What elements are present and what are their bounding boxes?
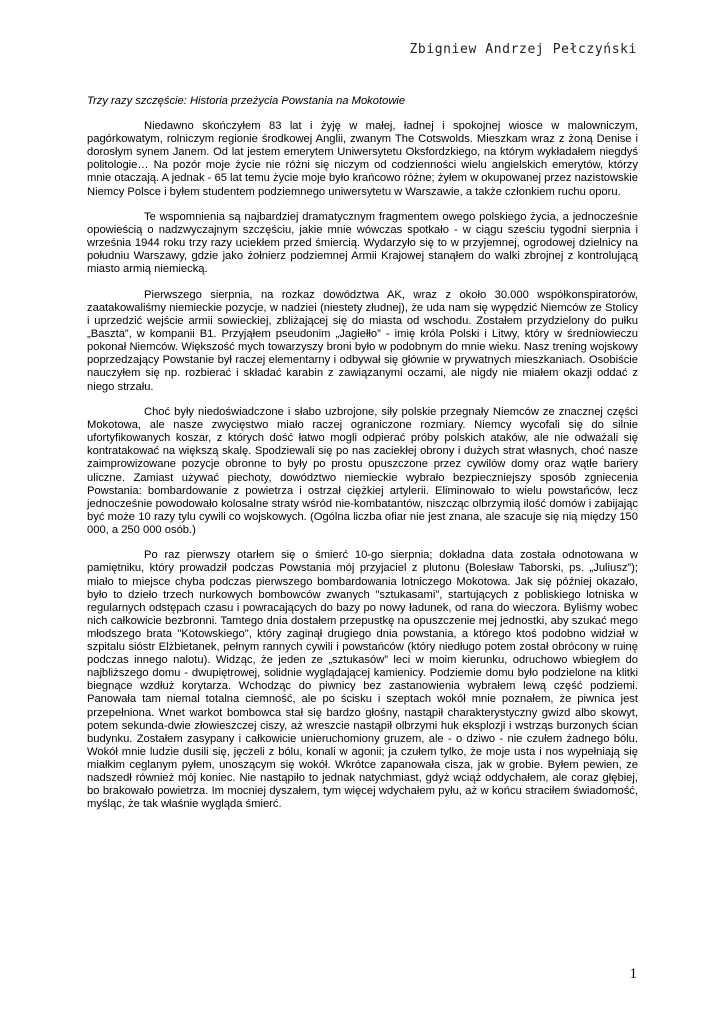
document-body	[87, 95, 638, 824]
paragraph-4: Choć były niedoświadczone i słabo uzbrojone, siły polskie przegnały Niemców ze znacznej części Mokotowa, ale nasze zwycięstwo miało raczej ograniczone rozmiary. Niemcy wycofali się do silnie ufortyfikowanych koszar, z których dość łatwo mogli odpierać próby polskich ataków, ale nie odważali się kontratakować na większą skalę. Spodziewali się po nas zaciekłej obrony i dużych strat własnych, choć nasze zaimprowizowane pozycje obronne to były po prostu opuszczone przez cywilów domy oraz wątłe bariery uliczne. Zamiast używać piechoty, dowództwo niemieckie wybrało bezpieczniejszy sposób zgniecenia Powstania: bombardowanie z powietrza i ostrzał ciężkiej artylerii. Eliminowało to wielu powstańców, lecz jednocześnie powodowało kolosalne straty wśród nie-kombatantów, niszcząc olbrzymią ilość domów i zabijając być może 10 razy tylu cywili co wojskowych. (Ogólna liczba ofiar nie jest znana, ale szacuje się nią między 150 000, a 250 000 osób.)	[87, 406, 638, 536]
paragraph-3: Pierwszego sierpnia, na rozkaz dowództwa AK, wraz z około 30.000 współkonspiratorów, zaatakowaliśmy niemieckie pozycje, w nadziei (niestety złudnej), że uda nam się wypędzić Niemców ze Stolicy i uprzedzić wejście armii sowieckiej, zbliżającej się do miasta od wschodu. Zostałem przydzielony do pułku „Baszta”, w kompanii B1. Przyjąłem pseudonim „Jagiełło” - imię króla Polski i Litwy, który w średniowieczu pokonał Niemców. Większość mych towarzyszy broni było w podobnym do mnie wieku. Nasz trening wojskowy poprzedzający Powstanie był raczej elementarny i odbywał się głównie w prywatnych mieszkaniach. Osobiście nauczyłem się np. rozbierać i składać karabin z zawiązanymi oczami, ale nigdy nie miałem okazji oddać z niego strzału.	[87, 288, 638, 393]
paragraph-2: Te wspomnienia są najbardziej dramatycznym fragmentem owego polskiego życia, a jednocześnie opowieścią o nadzwyczajnym szczęściu, jakie mnie wówczas spotkało - w ciągu sześciu tygodni sierpnia i września 1944 roku trzy razy uciekłem przed śmiercią. Wydarzyło się to w przyjemnej, ogrodowej dzielnicy na południu Warszawy, gdzie jako żołnierz podziemnej Armii Krajowej stanąłem do walki zbrojnej z kontrolującą miasto armią niemiecką.	[87, 211, 638, 276]
document-title: Trzy razy szczęście: Historia przeżycia Powstania na Mokotowie	[87, 95, 406, 107]
author-header: Zbigniew Andrzej Pełczyński	[409, 42, 637, 57]
paragraph-5: Po raz pierwszy otarłem się o śmierć 10-go sierpnia; dokładna data została odnotowana w pamiętniku, który prowadził podczas Powstania mój przyjaciel z plutonu (Bolesław Taborski, ps. „Juliusz”); miało to miejsce chyba podczas pierwszego bombardowania lotniczego Mokotowa. Jak się później okazało, było to dzieło trzech nurkowych bombowców zwanych "sztukasami", startujących z pobliskiego lotniska w regularnych odstępach czasu i powracających do bazy po nowy ładunek, od rana do wieczora. Byliśmy wobec nich całkowicie bezbronni. Tamtego dnia dostałem przepustkę na opuszczenie mej jednostki, aby szukać mego młodszego brata "Kotowskiego", który zaginął drugiego dnia powstania, a którego ktoś podobno widział w szpitalu sióstr Elżbietanek, pełnym rannych cywili i powstańców (który niedługo potem został obrócony w ruinę podczas innego nalotu). Widząc, że jeden ze „sztukasów” leci w moim kierunku, odruchowo wbiegłem do najbliższego domu - dwupiętrowej, solidnie wyglądającej kamienicy. Podziemie domu było podzielone na klitki biegnące wzdłuż korytarza. Wchodząc do piwnicy bez zastanowienia wybrałem lewą część podziemi. Panowała tam niemal totalna ciemność, ale po ścisku i szeptach wokół mnie poznałem, że piwnica jest przepełniona. Wnet warkot bombowca stał się bardzo głośny, nastąpił charakterystyczny gwizd albo skowyt, potem sekunda-dwie złowieszczej ciszy, aż wreszcie nastąpił olbrzymi huk eksplozji i wstrząs burzonych ścian budynku. Zostałem zasypany i całkowicie unieruchomiony gruzem, ale - o dziwo - nie czułem żadnego bólu. Wokół mnie ludzie dusili się, jęczeli z bólu, konali w agonii; ja czułem tylko, że moje usta i nos wypełniają się miałkim ceglanym pyłem, unoszącym się wokół. Wkrótce zapanowała cisza, jak w grobie. Byłem pewien, ze nadszedł również mój koniec. Nie nastąpiło to jednak natychmiast, gdyż wciąż oddychałem, ale coraz głębiej, bo brakowało powietrza. Im mocniej dyszałem, tym więcej wdychałem pyłu, aż w końcu straciłem świadomość, myśląc, że tak właśnie wygląda śmierć.	[87, 549, 638, 811]
page-number: 1	[629, 966, 637, 982]
paragraph-1: Niedawno skończyłem 83 lat i żyję w małej, ładnej i spokojnej wiosce w malowniczym, pagórkowatym, rolniczym regionie środkowej Anglii, zwanym The Cotswolds. Mieszkam wraz z żoną Denise i dorosłym synem Janem. Od lat jestem emerytem Uniwersytetu Oksfordzkiego, na którym wykładałem niegdyś politologie… Na pozór moje życie nie różni się niczym od codzienności wielu angielskich emerytów, którzy mnie otaczają. A jednak - 65 lat temu życie moje było krańcowo różne; żyłem w okupowanej przez nazistowskie Niemcy Polsce i byłem studentem podziemnego uniwersytetu w Warszawie, a także członkiem ruchu oporu.	[87, 120, 638, 198]
